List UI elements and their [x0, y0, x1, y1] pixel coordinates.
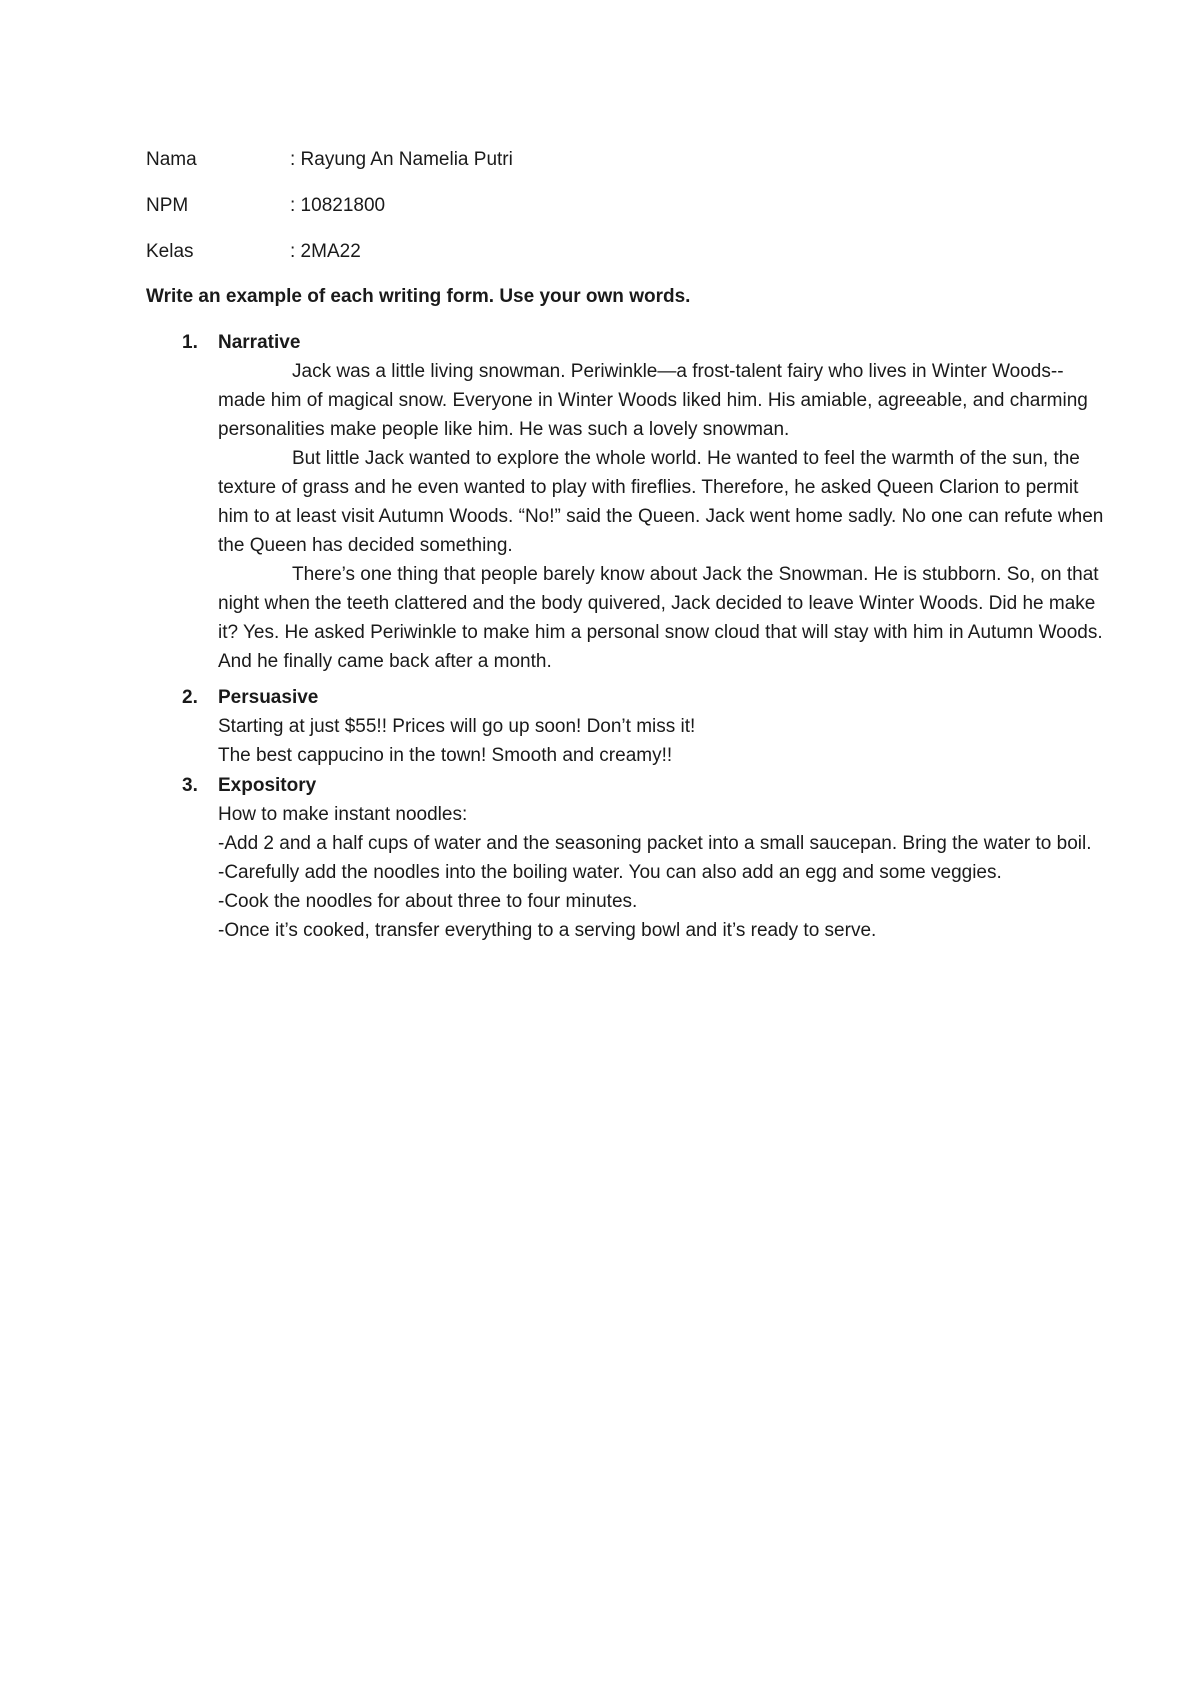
nama-row [146, 147, 513, 173]
section-title: Persuasive [218, 687, 319, 708]
expository-line-1: How to make instant noodles: [218, 804, 468, 825]
persuasive-line-1: Starting at just $55!! Prices will go up soon! Don’t miss it! [218, 716, 696, 737]
section-number: 3. [182, 775, 198, 796]
section-title: Narrative [218, 332, 301, 353]
npm-value: : 10821800 [290, 195, 386, 216]
section-heading [146, 683, 1106, 712]
narrative-paragraph-1: Jack was a little living snowman. Periwinkle—a frost-talent fairy who lives in Winter Woods--made him of magical snow. Everyone in Winter Woods liked him. His amiable, agreeable, and charming personalities make people like him. He was such a lovely snowman. [218, 361, 1088, 440]
persuasive-line-2: The best cappucino in the town! Smooth and creamy!! [218, 745, 673, 766]
section-title: Expository [218, 775, 317, 796]
section-persuasive [146, 683, 1106, 770]
expository-line-5: -Once it’s cooked, transfer everything to a serving bowl and it’s ready to serve. [218, 920, 877, 941]
section-number: 1. [182, 332, 198, 353]
expository-line-4: -Cook the noodles for about three to four minutes. [218, 891, 638, 912]
kelas-row [146, 239, 361, 265]
instruction-heading: Write an example of each writing form. Use your own words. [146, 286, 691, 307]
kelas-label: Kelas [146, 241, 194, 262]
npm-label: NPM [146, 195, 189, 216]
npm-row [146, 193, 385, 219]
section-heading [146, 328, 1106, 357]
narrative-paragraph-3: There’s one thing that people barely know about Jack the Snowman. He is stubborn. So, on that night when the teeth clattered and the body quivered, Jack decided to leave Winter Woods. Did he make it? Yes. He asked Periwinkle to make him a personal snow cloud that will stay with him in Autumn Woods. And he finally came back after a month. [218, 564, 1103, 672]
expository-line-2: -Add 2 and a half cups of water and the seasoning packet into a small saucepan. Bring the water to boil. [218, 833, 1092, 854]
section-narrative [146, 328, 1106, 676]
nama-label: Nama [146, 149, 197, 170]
nama-value: : Rayung An Namelia Putri [290, 149, 513, 170]
section-number: 2. [182, 687, 198, 708]
narrative-paragraph-2: But little Jack wanted to explore the whole world. He wanted to feel the warmth of the sun, the texture of grass and he even wanted to play with fireflies. Therefore, he asked Queen Clarion to permit him to at least visit Autumn Woods. “No!” said the Queen. Jack went home sadly. No one can refute when the Queen has decided something. [218, 448, 1104, 556]
kelas-value: : 2MA22 [290, 241, 361, 262]
section-heading [146, 771, 1106, 800]
expository-line-3: -Carefully add the noodles into the boiling water. You can also add an egg and some veggies. [218, 862, 1002, 883]
section-expository [146, 771, 1106, 945]
